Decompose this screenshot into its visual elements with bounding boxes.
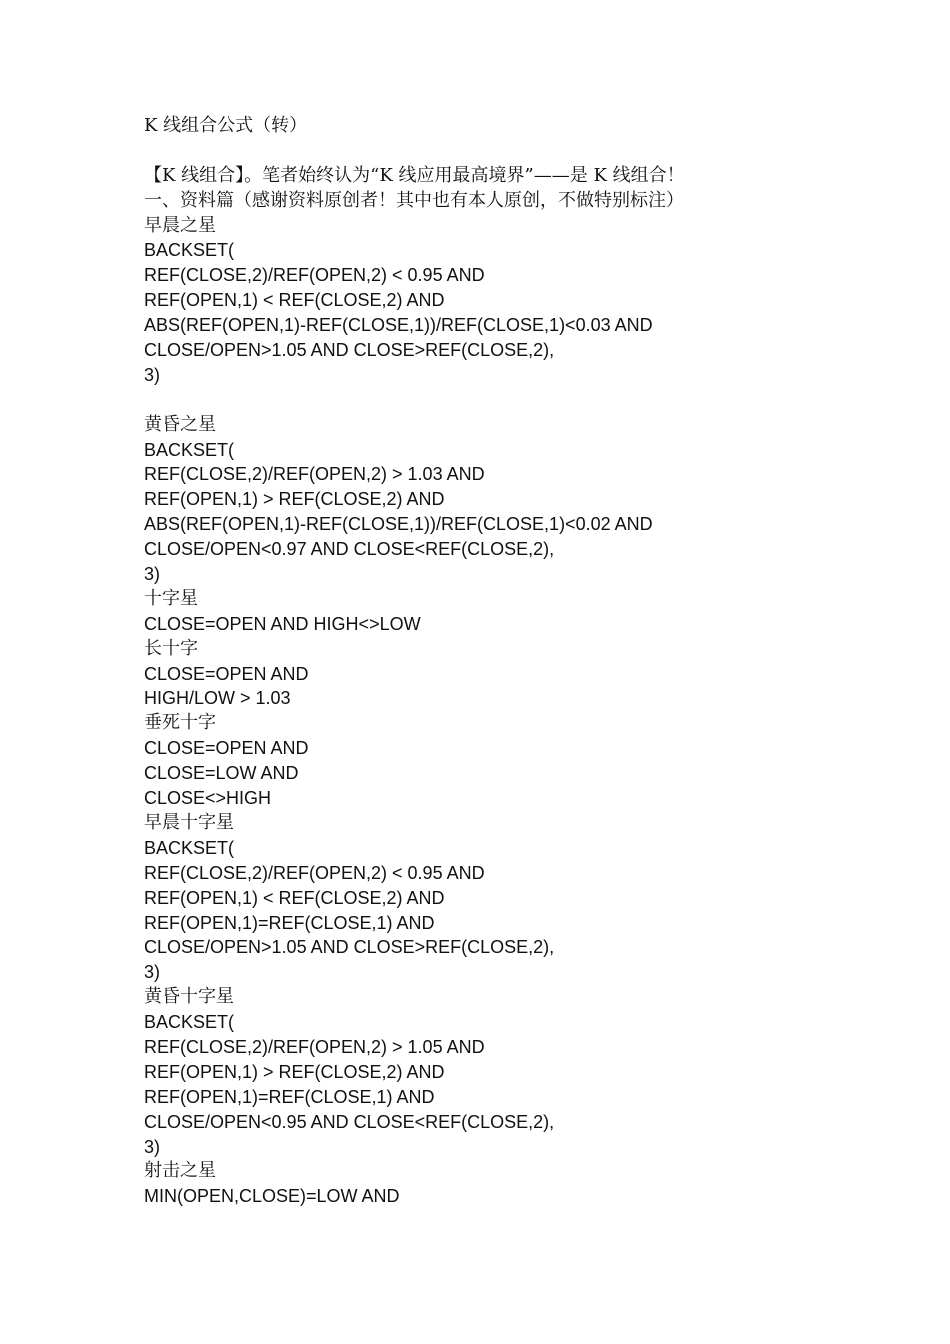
formula-line: REF(OPEN,1) < REF(CLOSE,2) AND (144, 290, 445, 311)
formula-line: CLOSE/OPEN>1.05 AND CLOSE>REF(CLOSE,2), (144, 937, 555, 958)
formula-line: 3) (144, 364, 161, 385)
formula-line: REF(CLOSE,2)/REF(OPEN,2) > 1.03 AND (144, 464, 485, 485)
formula-line: CLOSE=OPEN AND (144, 663, 309, 684)
formula-line: CLOSE/OPEN>1.05 AND CLOSE>REF(CLOSE,2), (144, 340, 555, 361)
blank-line (144, 139, 904, 164)
formula-line: REF(OPEN,1) > REF(CLOSE,2) AND (144, 489, 445, 510)
pattern-name: 黄昏十字星 (144, 986, 234, 1008)
formula-line: REF(OPEN,1) < REF(CLOSE,2) AND (144, 887, 445, 908)
formula-line: CLOSE/OPEN<0.97 AND CLOSE<REF(CLOSE,2), (144, 539, 555, 560)
formula-line: 3) (144, 1136, 161, 1157)
formula-line: BACKSET( (144, 240, 235, 261)
intro-line: 【K 线组合】。笔者始终认为“K 线应用最高境界”——是 K 线组合！ (144, 164, 685, 186)
pattern-name: 早晨之星 (144, 214, 216, 236)
formula-line: REF(CLOSE,2)/REF(OPEN,2) < 0.95 AND (144, 265, 485, 286)
formula-line: REF(OPEN,1)=REF(CLOSE,1) AND (144, 1086, 435, 1107)
formula-line: CLOSE=OPEN AND (144, 738, 309, 759)
pattern-name: 射击之星 (144, 1160, 216, 1182)
formula-line: ABS(REF(OPEN,1)-REF(CLOSE,1))/REF(CLOSE,1)<0.03 AND (144, 315, 653, 336)
formula-line: REF(CLOSE,2)/REF(OPEN,2) > 1.05 AND (144, 1036, 485, 1057)
formula-line: HIGH/LOW > 1.03 (144, 688, 291, 709)
formula-line: REF(OPEN,1)=REF(CLOSE,1) AND (144, 912, 435, 933)
formula-line: BACKSET( (144, 439, 235, 460)
formula-line: CLOSE=LOW AND (144, 763, 299, 784)
formula-line: 3) (144, 962, 161, 983)
document-title: K 线组合公式（转） (144, 115, 308, 136)
formula-line: BACKSET( (144, 837, 235, 858)
pattern-name: 十字星 (144, 587, 198, 609)
pattern-name: 长十字 (144, 637, 198, 659)
formula-line: BACKSET( (144, 1012, 235, 1033)
blank-line (144, 388, 904, 413)
formula-line: REF(CLOSE,2)/REF(OPEN,2) < 0.95 AND (144, 862, 485, 883)
pattern-name: 黄昏之星 (144, 413, 216, 435)
pattern-name: 垂死十字 (144, 712, 216, 734)
formula-line: 3) (144, 564, 161, 585)
pattern-name: 早晨十字星 (144, 811, 234, 833)
formula-line: ABS(REF(OPEN,1)-REF(CLOSE,1))/REF(CLOSE,1)<0.02 AND (144, 514, 653, 535)
document-page (144, 114, 904, 1209)
section-heading: 一、资料篇（感谢资料原创者！其中也有本人原创，不做特别标注） (144, 189, 684, 211)
formula-line: CLOSE/OPEN<0.95 AND CLOSE<REF(CLOSE,2), (144, 1111, 555, 1132)
formula-line: CLOSE=OPEN AND HIGH<>LOW (144, 613, 421, 634)
formula-line: MIN(OPEN,CLOSE)=LOW AND (144, 1186, 400, 1207)
formula-line: CLOSE<>HIGH (144, 788, 272, 809)
formula-line: REF(OPEN,1) > REF(CLOSE,2) AND (144, 1061, 445, 1082)
